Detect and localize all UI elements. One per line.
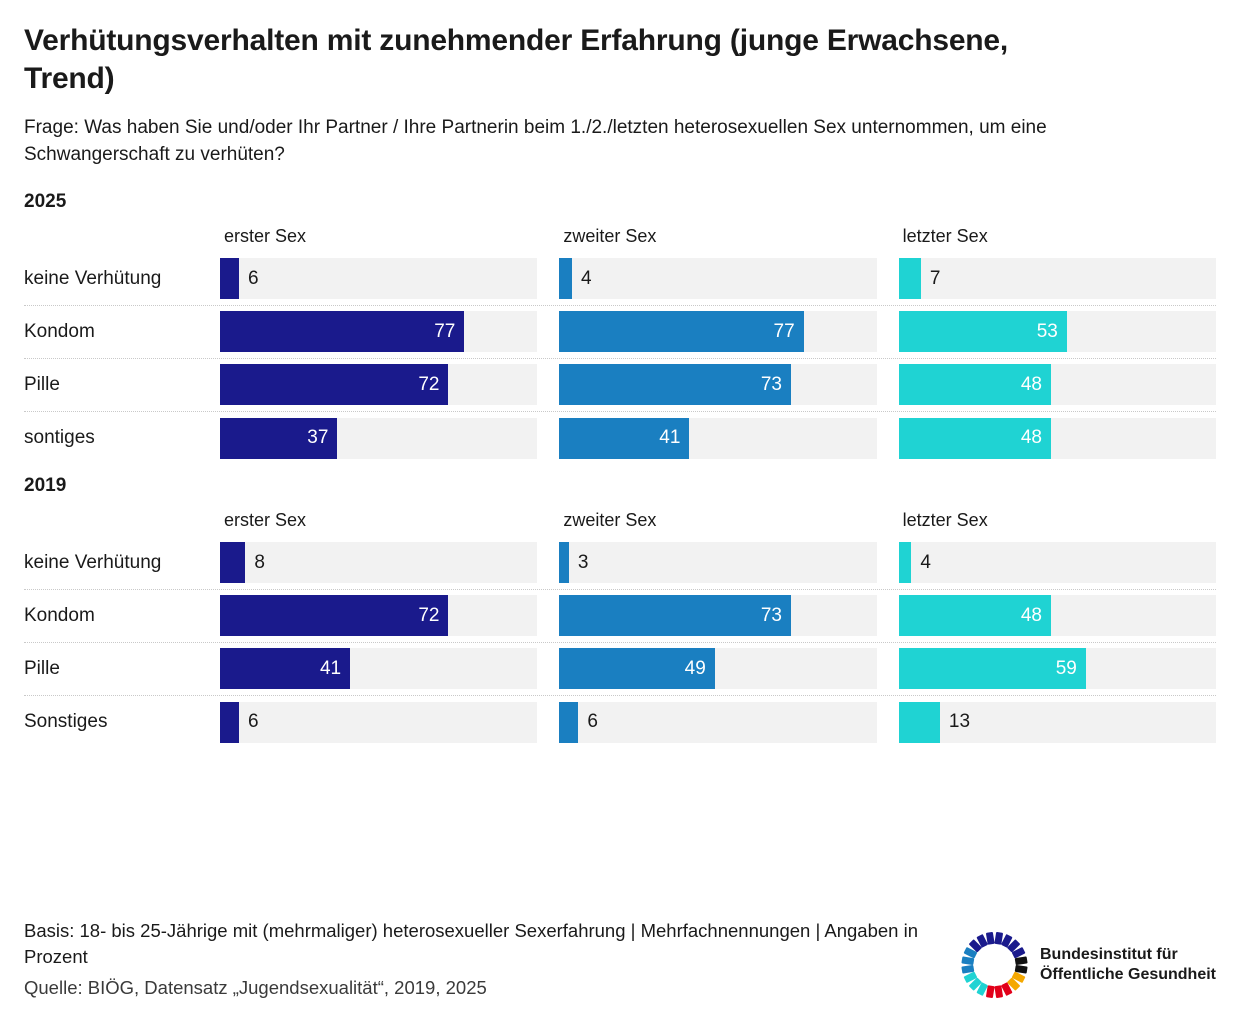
logo-segment xyxy=(986,985,995,998)
bar-value-label: 48 xyxy=(1020,427,1042,449)
row-label: Kondom xyxy=(24,320,95,342)
chart-row xyxy=(24,253,1216,306)
bar-value-label: 48 xyxy=(1020,373,1042,395)
bar-value-label: 49 xyxy=(684,657,706,679)
bar-track xyxy=(220,648,537,689)
bar-track xyxy=(559,364,876,405)
bar-track xyxy=(220,702,537,743)
bar xyxy=(220,648,350,689)
logo-text-line1: Bundesinstitut für xyxy=(1039,946,1178,963)
bar xyxy=(220,311,464,352)
bar-value-label: 77 xyxy=(434,320,456,342)
bar xyxy=(899,364,1051,405)
bar xyxy=(559,702,598,743)
bar xyxy=(899,418,1051,459)
chart-row xyxy=(24,306,1216,359)
chart-row xyxy=(24,412,1216,465)
row-label: sontiges xyxy=(24,427,95,449)
bar-value-label: 7 xyxy=(929,267,941,289)
logo-segment xyxy=(986,932,995,945)
bar xyxy=(559,418,689,459)
column-header: zweiter Sex xyxy=(563,509,657,530)
column-header: erster Sex xyxy=(224,509,307,530)
bar xyxy=(899,648,1086,689)
footnote-basis: Basis: 18- bis 25-Jährige mit (mehrmaliger) heterosexueller Sexerfahrung | Mehrfachnennungen | Angaben in Prozent xyxy=(24,919,918,968)
bar-track xyxy=(899,595,1216,636)
bar xyxy=(559,542,589,583)
bar-track xyxy=(220,418,537,459)
bar-track xyxy=(899,648,1216,689)
bar xyxy=(899,311,1067,352)
chart-row xyxy=(24,359,1216,412)
column-headers xyxy=(24,505,1216,531)
bar-value-label: 59 xyxy=(1055,657,1077,679)
column-header: erster Sex xyxy=(224,225,307,246)
bar xyxy=(220,258,259,299)
chart-row xyxy=(24,537,1216,590)
bar xyxy=(220,364,448,405)
bar-track xyxy=(899,542,1216,583)
row-label: Sonstiges xyxy=(24,711,108,733)
bar-track xyxy=(559,702,876,743)
bar-value-label: 73 xyxy=(760,373,782,395)
bar-track xyxy=(559,311,876,352)
bar-value-label: 72 xyxy=(418,373,440,395)
bar-track xyxy=(899,311,1216,352)
organization-logo xyxy=(962,932,1216,998)
column-header: letzter Sex xyxy=(902,225,988,246)
bar-value-label: 48 xyxy=(1020,604,1042,626)
bar xyxy=(899,258,941,299)
bar-track xyxy=(220,311,537,352)
bar-track xyxy=(559,648,876,689)
bar-track xyxy=(899,702,1216,743)
bar-value-label: 8 xyxy=(254,551,265,573)
bar-value-label: 13 xyxy=(948,711,971,733)
bar-track xyxy=(220,542,537,583)
column-headers xyxy=(24,221,1216,247)
panel-year-label: 2025 xyxy=(24,190,67,212)
bar-track xyxy=(220,595,537,636)
bar-track xyxy=(899,258,1216,299)
bar-value-label: 41 xyxy=(659,427,681,449)
bar-value-label: 77 xyxy=(773,320,795,342)
bar xyxy=(559,648,714,689)
bar-track xyxy=(559,542,876,583)
bar xyxy=(899,542,931,583)
bar-value-label: 6 xyxy=(587,711,598,733)
logo-text xyxy=(1040,945,1216,985)
logo-text-line2: Öffentliche Gesundheit xyxy=(1039,966,1216,983)
bar-value-label: 6 xyxy=(248,711,259,733)
chart-panels xyxy=(24,191,1216,749)
bar-value-label: 3 xyxy=(577,551,589,573)
panel-year-label: 2019 xyxy=(24,474,67,496)
bar xyxy=(559,258,592,299)
row-label: keine Verhütung xyxy=(24,267,162,289)
bar xyxy=(559,364,791,405)
bar-value-label: 73 xyxy=(760,604,782,626)
logo-ring-icon xyxy=(962,932,1028,998)
bar-track xyxy=(559,418,876,459)
bar-value-label: 4 xyxy=(920,551,931,573)
chart-panel xyxy=(24,475,1216,749)
chart-row xyxy=(24,590,1216,643)
logo-segment xyxy=(1015,956,1028,965)
bar xyxy=(220,702,259,743)
bar xyxy=(220,595,448,636)
bar-value-label: 41 xyxy=(319,657,342,679)
bar xyxy=(899,702,971,743)
bar xyxy=(220,542,265,583)
row-label: Kondom xyxy=(24,604,95,626)
chart-panel xyxy=(24,191,1216,465)
bar-value-label: 4 xyxy=(581,267,592,289)
chart-row xyxy=(24,696,1216,749)
column-header: zweiter Sex xyxy=(563,225,657,246)
chart-subtitle: Frage: Was haben Sie und/oder Ihr Partner / Ihre Partnerin beim 1./2./letzten heterosexuellen Sex unternommen, um eine Schwangerschaft zu verhüten? xyxy=(24,116,1047,165)
chart-footer xyxy=(24,918,1216,1002)
bar-track xyxy=(220,258,537,299)
row-label: keine Verhütung xyxy=(24,551,162,573)
bar-track xyxy=(220,364,537,405)
bar-track xyxy=(559,595,876,636)
page-title: Verhütungsverhalten mit zunehmender Erfahrung (junge Erwachsene, Trend) xyxy=(24,24,1009,96)
bar-track xyxy=(899,418,1216,459)
chart-row xyxy=(24,643,1216,696)
bar-value-label: 37 xyxy=(307,427,329,449)
bar-track xyxy=(899,364,1216,405)
row-label: Pille xyxy=(24,373,60,395)
bar-value-label: 6 xyxy=(248,267,259,289)
bar-value-label: 53 xyxy=(1036,320,1058,342)
bar-track xyxy=(559,258,876,299)
bar xyxy=(559,311,803,352)
footnote-source: Quelle: BIÖG, Datensatz „Jugendsexualität“, 2019, 2025 xyxy=(24,977,487,999)
bar xyxy=(899,595,1051,636)
bar-value-label: 72 xyxy=(418,604,440,626)
row-label: Pille xyxy=(24,657,60,679)
bar xyxy=(220,418,337,459)
bar xyxy=(559,595,791,636)
column-header: letzter Sex xyxy=(902,509,988,530)
